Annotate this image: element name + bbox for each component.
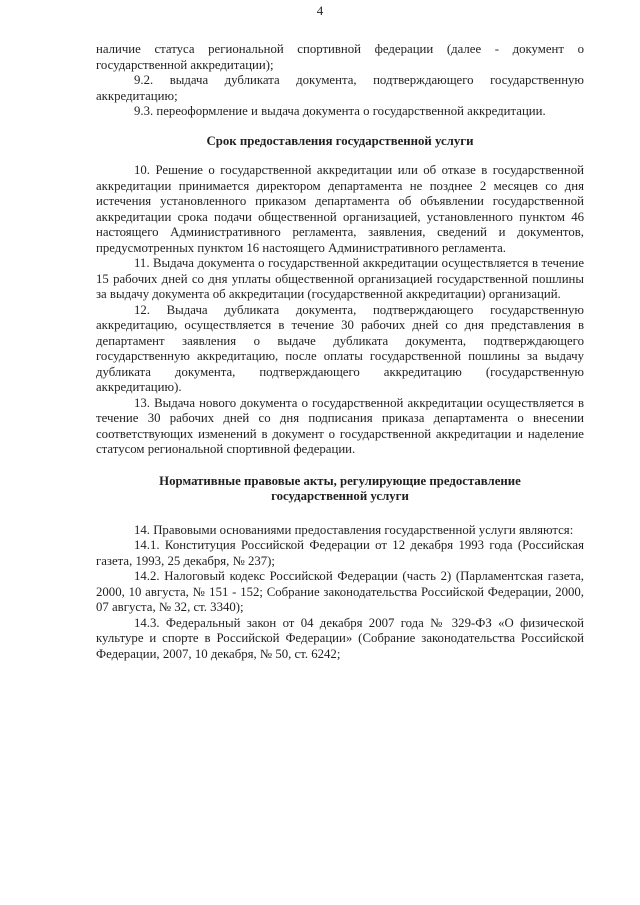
paragraph-14-3: 14.3. Федеральный закон от 04 декабря 2007 года № 329-ФЗ «О физической культуре и спорте в Российской Федерации» (Собрание законодательства Российской Федерации, 2007, 10 декабря, № 50, ст. 6242;: [96, 615, 584, 661]
paragraph-13: 13. Выдача нового документа о государственной аккредитации осуществляется в течение 30 рабочих дней со дня подписания приказа департамента о внесении соответствующих изменений в документ о государственной аккредитации и наделение статусом региональной спортивной федерации.: [96, 395, 584, 456]
page-number: 4: [316, 3, 324, 18]
paragraph-11: 11. Выдача документа о государственной аккредитации осуществляется в течение 15 рабочих дней со дня уплаты общественной организацией государственной пошлины за выдачу документа об аккредитации (государственной аккредитации) организаций.: [96, 256, 584, 301]
paragraph-9-3: 9.3. переоформление и выдача документа о государственной аккредитации.: [134, 104, 546, 118]
section-heading-legal-acts-line2: государственной услуги: [271, 489, 409, 503]
paragraph-14-1: 14.1. Конституция Российской Федерации от 12 декабря 1993 года (Российская газета, 1993, 25 декабря, № 237);: [96, 538, 584, 568]
paragraph-14: 14. Правовыми основаниями предоставления государственной услуги являются:: [134, 522, 574, 537]
section-heading-legal-acts-line1: Нормативные правовые акты, регулирующие предоставление: [159, 473, 521, 488]
paragraph-14-2: 14.2. Налоговый кодекс Российской Федерации (часть 2) (Парламентская газета, 2000, 10 августа, № 151 - 152; Собрание законодательства Российской Федерации, 2000, 07 августа, № 32, ст. 3340);: [96, 569, 584, 614]
section-heading-deadline: Срок предоставления государственной услуги: [206, 133, 474, 148]
paragraph-12: 12. Выдача дубликата документа, подтверждающего государственную аккредитацию, осуществляется в течение 30 рабочих дней со дня представления в департамент заявления о выдаче дубликата документа, подтверждающего государственную аккредитацию, после оплаты государственной пошлины за выдачу дубликата документа, подтверждающего аккредитацию (государственную аккредитацию).: [96, 302, 584, 394]
paragraph-9-2: 9.2. выдача дубликата документа, подтверждающего государственную аккредитацию;: [96, 73, 584, 103]
paragraph-10: 10. Решение о государственной аккредитации или об отказе в государственной аккредитации принимается директором департамента не позднее 2 месяцев со дня истечения установленного приказом департамента об объявлении государственной аккредитации срока подачи общественной организацией, установленного пунктом 46 настоящего Административного регламента, заявления, сведений и документов, предусмотренных пунктом 16 настоящего Административного регламента.: [96, 163, 584, 255]
paragraph-continuation: наличие статуса региональной спортивной федерации (далее - документ о государственной аккредитации);: [96, 42, 584, 72]
document-body: [96, 42, 584, 662]
